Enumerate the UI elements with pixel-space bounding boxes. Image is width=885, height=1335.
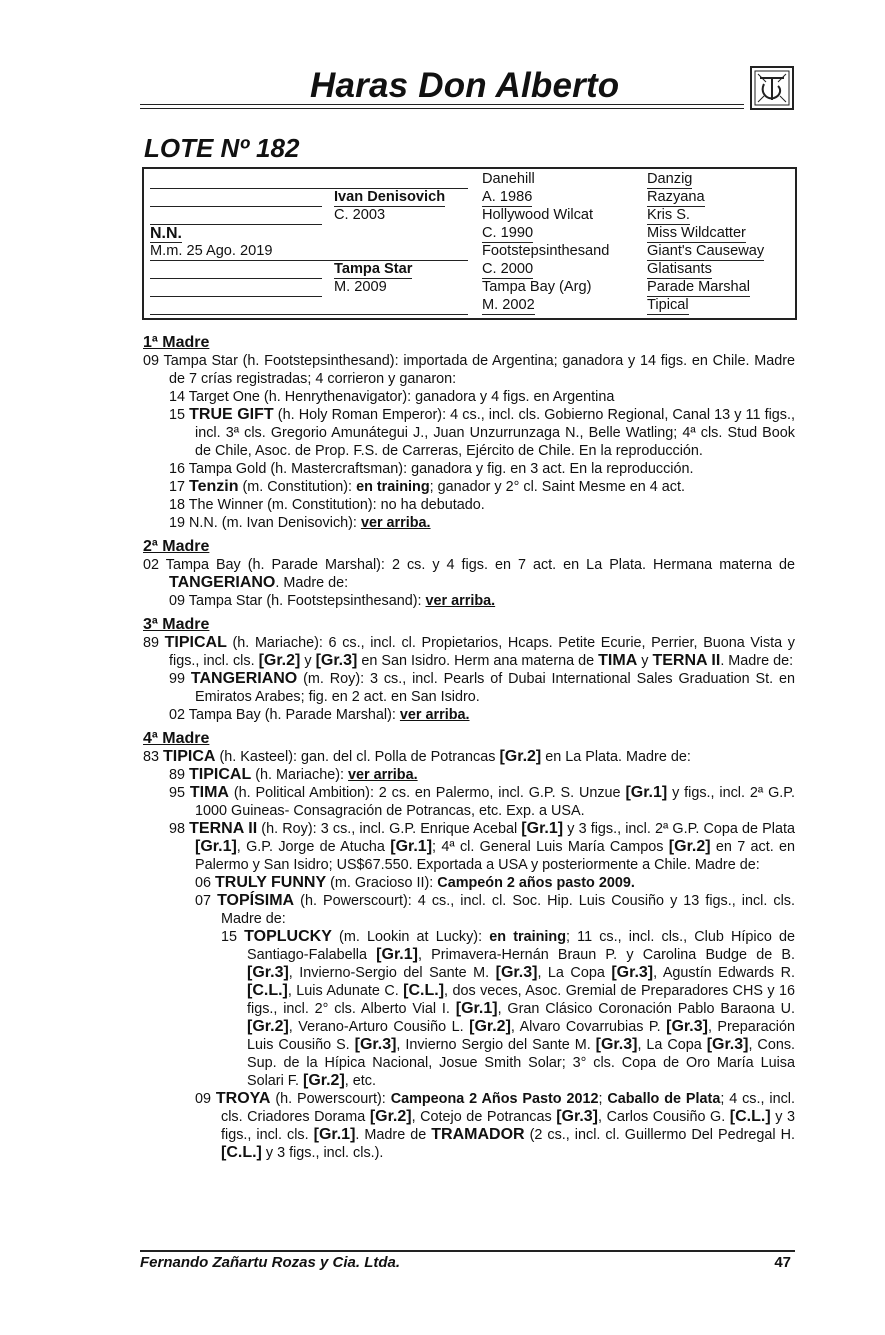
pedigree-cell: Kris S. xyxy=(647,207,690,223)
section-title: 4ª Madre xyxy=(143,730,210,747)
pedigree-cell: Giant's Causeway xyxy=(647,243,765,259)
foal-name: N.N. xyxy=(150,225,182,242)
paragraph: 07 TOPÍSIMA (h. Powerscourt): 4 cs., incl. cl. Soc. Hip. Luis Cousiño y 13 figs., incl. cls. Madre de: xyxy=(195,892,795,927)
pedigree-cell: M. 2009 xyxy=(334,279,387,295)
pedigree-cell: Danzig xyxy=(647,171,693,187)
pedigree-cell: C. 2000 xyxy=(482,261,534,277)
ver-arriba-ref: ver arriba. xyxy=(399,707,470,723)
pedigree-table xyxy=(142,167,797,320)
horse-name: TRUE GIFT xyxy=(189,406,274,423)
sire-name: Ivan Denisovich xyxy=(334,189,446,205)
ver-arriba-ref: ver arriba. xyxy=(360,515,431,531)
pedigree-row xyxy=(144,171,795,189)
header-rule xyxy=(140,104,744,105)
header-rule-2 xyxy=(140,108,744,109)
pedigree-cell: Parade Marshal xyxy=(647,279,751,295)
pedigree-cell: Glatisants xyxy=(647,261,712,277)
section-title: 1ª Madre xyxy=(143,334,210,351)
pedigree-cell: A. 1986 xyxy=(482,189,533,205)
pedigree-row xyxy=(144,243,795,261)
ver-arriba-ref: ver arriba. xyxy=(348,767,418,783)
pedigree-cell: Miss Wildcatter xyxy=(647,225,746,241)
foal-birth: M.m. 25 Ago. 2019 xyxy=(150,243,273,259)
pedigree-cell: M. 2002 xyxy=(482,297,535,313)
pedigree-cell: C. 1990 xyxy=(482,225,534,241)
pedigree-cell: Footstepsinthesand xyxy=(482,243,610,259)
pedigree-row xyxy=(144,279,795,297)
pedigree-cell: Tipical xyxy=(647,297,689,313)
paragraph: 89 TIPICAL (h. Mariache): ver arriba. xyxy=(169,766,418,783)
paragraph: 89 TIPICAL (h. Mariache): 6 cs., incl. cl. Propietarios, Hcaps. Petite Ecurie, Perrier, Buona Vista y figs., incl. cls. [Gr.2] y [Gr.3] en San Isidro. Herm ana materna de TIMA y TERNA II. Madre de: xyxy=(143,634,795,669)
paragraph: 14 Target One (h. Henrythenavigator): ganadora y 4 figs. en Argentina xyxy=(169,389,615,405)
pedigree-cell: C. 2003 xyxy=(334,207,386,223)
horse-name: Tenzin xyxy=(189,478,239,495)
paragraph: 09 TROYA (h. Powerscourt): Campeona 2 Años Pasto 2012; Caballo de Plata; 4 cs., incl. cls. Criadores Dorama [Gr.2], Cotejo de Potrancas [Gr.3], Carlos Cousiño G. [C.L.] y 3 figs., incl. cls. [Gr.1]. Madre de TRAMADOR (2 cs., incl. cl. Guillermo Del Pedregal H. [C.L.] y 3 figs., incl. cls.). xyxy=(195,1090,795,1161)
lote-number: LOTE Nº 182 xyxy=(144,133,300,163)
page-header xyxy=(140,60,800,110)
pedigree-cell: Razyana xyxy=(647,189,705,205)
pedigree-cell: Hollywood Wilcat xyxy=(482,207,594,223)
paragraph: 98 TERNA II (h. Roy): 3 cs., incl. G.P. Enrique Acebal [Gr.1] y 3 figs., incl. 2ª G.P. Copa de Plata [Gr.1], G.P. Jorge de Atucha [Gr.1]; 4ª cl. General Luis María Campos [Gr.2] en 7 act. en Palermo y San Isidro; US$67.550. Exportada a USA y posteriormente a Chile. Madre de: xyxy=(169,820,795,873)
paragraph: 02 Tampa Bay (h. Parade Marshal): 2 cs. y 4 figs. en 7 act. en La Plata. Hermana materna de TANGERIANO. Madre de: xyxy=(143,557,795,591)
paragraph: 18 The Winner (m. Constitution): no ha debutado. xyxy=(169,497,485,513)
paragraph: 95 TIMA (h. Political Ambition): 2 cs. en Palermo, incl. G.P. S. Unzue [Gr.1] y figs., incl. 2ª G.P. 1000 Guineas- Consagración de Potrancas, etc. Exp. a USA. xyxy=(169,784,795,819)
dam-name: Tampa Star xyxy=(334,261,413,277)
paragraph: 99 TANGERIANO (m. Roy): 3 cs., incl. Pearls of Dubai International Sales Graduation St. en Emiratos Arabes; fig. en 2 act. en San Isidro. xyxy=(169,670,795,705)
page-number: 47 xyxy=(774,1254,791,1271)
paragraph: 16 Tampa Gold (h. Mastercraftsman): ganadora y fig. en 3 act. En la reproducción. xyxy=(169,461,694,477)
paragraph: 09 Tampa Star (h. Footstepsinthesand): ver arriba. xyxy=(169,593,496,609)
paragraph: 17 Tenzin (m. Constitution): en training; ganador y 2° cl. Saint Mesme en 4 act. xyxy=(169,478,685,495)
section-title: 3ª Madre xyxy=(143,616,210,633)
paragraph: 19 N.N. (m. Ivan Denisovich): ver arriba. xyxy=(169,515,431,531)
pedigree-cell: Danehill xyxy=(482,171,535,187)
paragraph: 15 TRUE GIFT (h. Holy Roman Emperor): 4 cs., incl. cls. Gobierno Regional, Canal 13 y 11 figs., incl. 3ª cls. Gregorio Amunátegui J., Juan Unzurrunzaga N., Belle Watling; 4ª cls. Stud Book de Chile, Asoc. de Prop. F.S. de Carreras, Ejército de Chile. En la reproducción. xyxy=(169,406,795,459)
pedigree-row xyxy=(144,225,795,243)
paragraph: 83 TIPICA (h. Kasteel): gan. del cl. Polla de Potrancas [Gr.2] en La Plata. Madre de: xyxy=(143,748,691,765)
paragraph: 02 Tampa Bay (h. Parade Marshal): ver arriba. xyxy=(169,707,470,723)
paragraph: 15 TOPLUCKY (m. Lookin at Lucky): en training; 11 cs., incl. cls., Club Hípico de Santiago-Falabella [Gr.1], Primavera-Hernán Braun P. y Carolina Budge de B. [Gr.3], Invierno-Sergio del Sante M. [Gr.3], La Copa [Gr.3], Agustín Edwards R. [C.L.], Luis Adunate C. [C.L.], dos veces, Asoc. Gremial de Preparadores CHS y 16 figs., incl. 2° cls. Alberto Vial I. [Gr.1], Gran Clásico Coronación Pablo Baraona U. [Gr.2], Verano-Arturo Cousiño L. [Gr.2], Alvaro Covarrubias P. [Gr.3], Preparación Luis Cousiño S. [Gr.3], Invierno Sergio del Sante M. [Gr.3], La Copa [Gr.3], Cons. Sup. de la Hípica Nacional, Josue Smith Solar; 3° cls. Copa de Oro María Luisa Solari F. [Gr.2], etc. xyxy=(221,928,796,1089)
footer-company: Fernando Zañartu Rozas y Cia. Ltda. xyxy=(140,1254,401,1271)
pedigree-cell: Tampa Bay (Arg) xyxy=(482,279,592,295)
haras-monogram-icon xyxy=(750,66,794,110)
pedigree-row xyxy=(144,189,795,207)
page-footer xyxy=(140,1250,795,1272)
pedigree-row xyxy=(144,207,795,225)
ver-arriba-ref: ver arriba. xyxy=(425,593,496,609)
pedigree-row xyxy=(144,297,795,315)
section-title: 2ª Madre xyxy=(143,538,210,555)
page-title: Haras Don Alberto xyxy=(310,66,620,105)
lote-body xyxy=(143,328,795,1162)
pedigree-row xyxy=(144,261,795,279)
paragraph: 09 Tampa Star (h. Footstepsinthesand): importada de Argentina; ganadora y 14 figs. en Chile. Madre de 7 crías registradas; 4 corrieron y ganaron: xyxy=(143,353,795,387)
paragraph: 06 TRULY FUNNY (m. Gracioso II): Campeón 2 años pasto 2009. xyxy=(195,874,635,891)
